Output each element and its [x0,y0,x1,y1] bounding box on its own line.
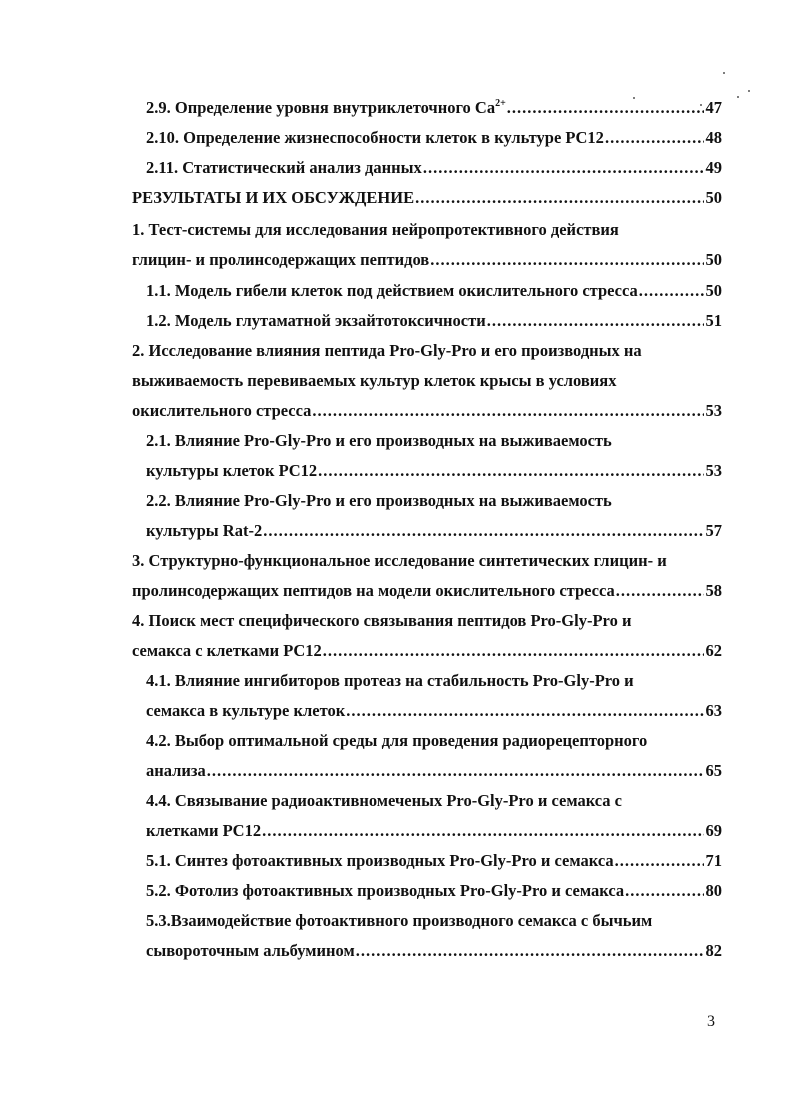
toc-entry-4-2-line2[interactable] [146,759,722,783]
toc-entry-1-line2[interactable] [132,248,722,272]
leader-dots [625,879,703,903]
toc-entry-title: культуры Rat-2 [146,521,263,540]
leader-dots [615,849,704,873]
toc-entry-page: 62 [705,641,722,660]
toc-entry-5-2[interactable] [146,879,722,903]
leader-dots [323,639,704,663]
toc-entry-page: 50 [705,188,722,207]
toc-entry-5-3-line2[interactable] [146,939,722,963]
leader-dots [312,399,703,423]
toc-entry-4-1-line1[interactable] [146,669,722,693]
toc-entry-title: окислительного стресса [132,401,312,420]
toc-entry-page: 50 [705,281,722,300]
toc-entry-title: РЕЗУЛЬТАТЫ И ИХ ОБСУЖДЕНИЕ [132,188,415,207]
toc-entry-2-2-line2[interactable] [146,519,722,543]
toc-entry-page: 71 [705,851,722,870]
toc-entry-title: 4. Поиск мест специфического связывания пептидов Pro-Gly-Pro и [132,611,632,630]
toc-entry-page: 53 [705,461,722,480]
toc-entry-page: 57 [705,521,722,540]
leader-dots [318,459,703,483]
toc-entry-title: сывороточным альбумином [146,941,355,960]
leader-dots [605,126,704,150]
leader-dots [430,248,703,272]
toc-entry-title: клетками PC12 [146,821,262,840]
toc-entry-title: семакса с клетками PC12 [132,641,322,660]
toc-entry-page: 48 [705,128,722,147]
toc-entry-title: 5.3.Взаимодействие фотоактивного производного семакса с бычьим [146,911,653,930]
toc-entry-4-2-line1[interactable] [146,729,722,753]
leader-dots [415,186,703,210]
toc-entry-2-11[interactable] [146,156,722,180]
toc-entry-1-line1[interactable] [132,218,722,242]
toc-entry-superscript: 2+ [495,97,506,109]
toc-entry-title: 4.4. Связывание радиоактивномеченых Pro-Gly-Pro и семакса с [146,791,623,810]
toc-entry-title: 4.1. Влияние ингибиторов протеаз на стабильность Pro-Gly-Pro и [146,671,634,690]
toc-entry-title: 2. Исследование влияния пептида Pro-Gly-Pro и его производных на [132,341,642,360]
toc-entry-title: 1.1. Модель гибели клеток под действием окислительного стресса [146,281,638,300]
toc-entry-page: 51 [705,311,722,330]
page-number: 3 [707,1013,715,1030]
toc-entry-page: 49 [705,158,722,177]
toc-entry-page: 53 [705,401,722,420]
toc-entry-title: 2.10. Определение жизнеспособности клеток в культуре PC12 [146,128,604,147]
toc-entry-2-line1[interactable] [132,339,722,363]
toc-entry-page: 50 [705,250,722,269]
toc-entry-page: 69 [705,821,722,840]
toc-entry-title: глицин- и пролинсодержащих пептидов [132,250,430,269]
toc-entry-2-1-line1[interactable] [146,429,722,453]
toc-entry-page: 80 [705,881,722,900]
leader-dots [507,96,704,120]
toc-entry-5-3-line1[interactable] [146,909,722,933]
toc-entry-4-4-line2[interactable] [146,819,722,843]
toc-entry-title: 1. Тест-системы для исследования нейропротективного действия [132,220,619,239]
toc-entry-2-10[interactable] [146,126,722,150]
toc-entry-title: 3. Структурно-функциональное исследование синтетических глицин- и [132,551,667,570]
toc-entry-title: 5.2. Фотолиз фотоактивных производных Pro-Gly-Pro и семакса [146,881,625,900]
leader-dots [262,819,703,843]
leader-dots [616,579,704,603]
toc-entry-title: 2.2. Влияние Pro-Gly-Pro и его производных на выживаемость [146,491,612,510]
leader-dots [263,519,703,543]
toc-entry-1-2[interactable] [146,309,722,333]
toc-entry-4-line1[interactable] [132,609,722,633]
toc-entry-results[interactable] [132,186,722,210]
toc-entry-5-1[interactable] [146,849,722,873]
leader-dots [487,309,704,333]
toc-entry-4-1-line2[interactable] [146,699,722,723]
toc-entry-title: 2.9. Определение уровня внутриклеточного Ca [146,98,496,117]
toc-entry-title: выживаемость перевиваемых культур клеток крысы в условиях [132,371,617,390]
toc-entry-2-line2[interactable] [132,369,722,393]
leader-dots [639,279,704,303]
toc-entry-4-4-line1[interactable] [146,789,722,813]
toc-entry-page: 82 [705,941,722,960]
toc-entry-title: анализа [146,761,206,780]
toc-entry-title: 5.1. Синтез фотоактивных производных Pro-Gly-Pro и семакса [146,851,614,870]
toc-entry-2-line3[interactable] [132,399,722,423]
toc-entry-title: 1.2. Модель глутаматной экзайтотоксичности [146,311,486,330]
leader-dots [423,156,704,180]
toc-entry-2-2-line1[interactable] [146,489,722,513]
toc-entry-4-line2[interactable] [132,639,722,663]
toc-entry-title: культуры клеток PC12 [146,461,318,480]
toc-entry-3-line1[interactable] [132,549,722,573]
toc-entry-page: 65 [705,761,722,780]
toc-entry-title: пролинсодержащих пептидов на модели окислительного стресса [132,581,615,600]
toc-entry-title: 4.2. Выбор оптимальной среды для проведения радиорецепторного [146,731,648,750]
toc-entry-page: 63 [705,701,722,720]
toc-entry-3-line2[interactable] [132,579,722,603]
leader-dots [207,759,704,783]
toc-entry-2-1-line2[interactable] [146,459,722,483]
leader-dots [356,939,704,963]
toc-entry-title: 2.1. Влияние Pro-Gly-Pro и его производных на выживаемость [146,431,612,450]
toc-entry-page: 58 [705,581,722,600]
toc-entry-title: семакса в культуре клеток [146,701,346,720]
toc-entry-1-1[interactable] [146,279,722,303]
toc-entry-title: 2.11. Статистический анализ данных [146,158,422,177]
toc-entry-page: 47 [705,98,722,117]
leader-dots [346,699,703,723]
toc-entry-2-9[interactable] [146,96,722,120]
